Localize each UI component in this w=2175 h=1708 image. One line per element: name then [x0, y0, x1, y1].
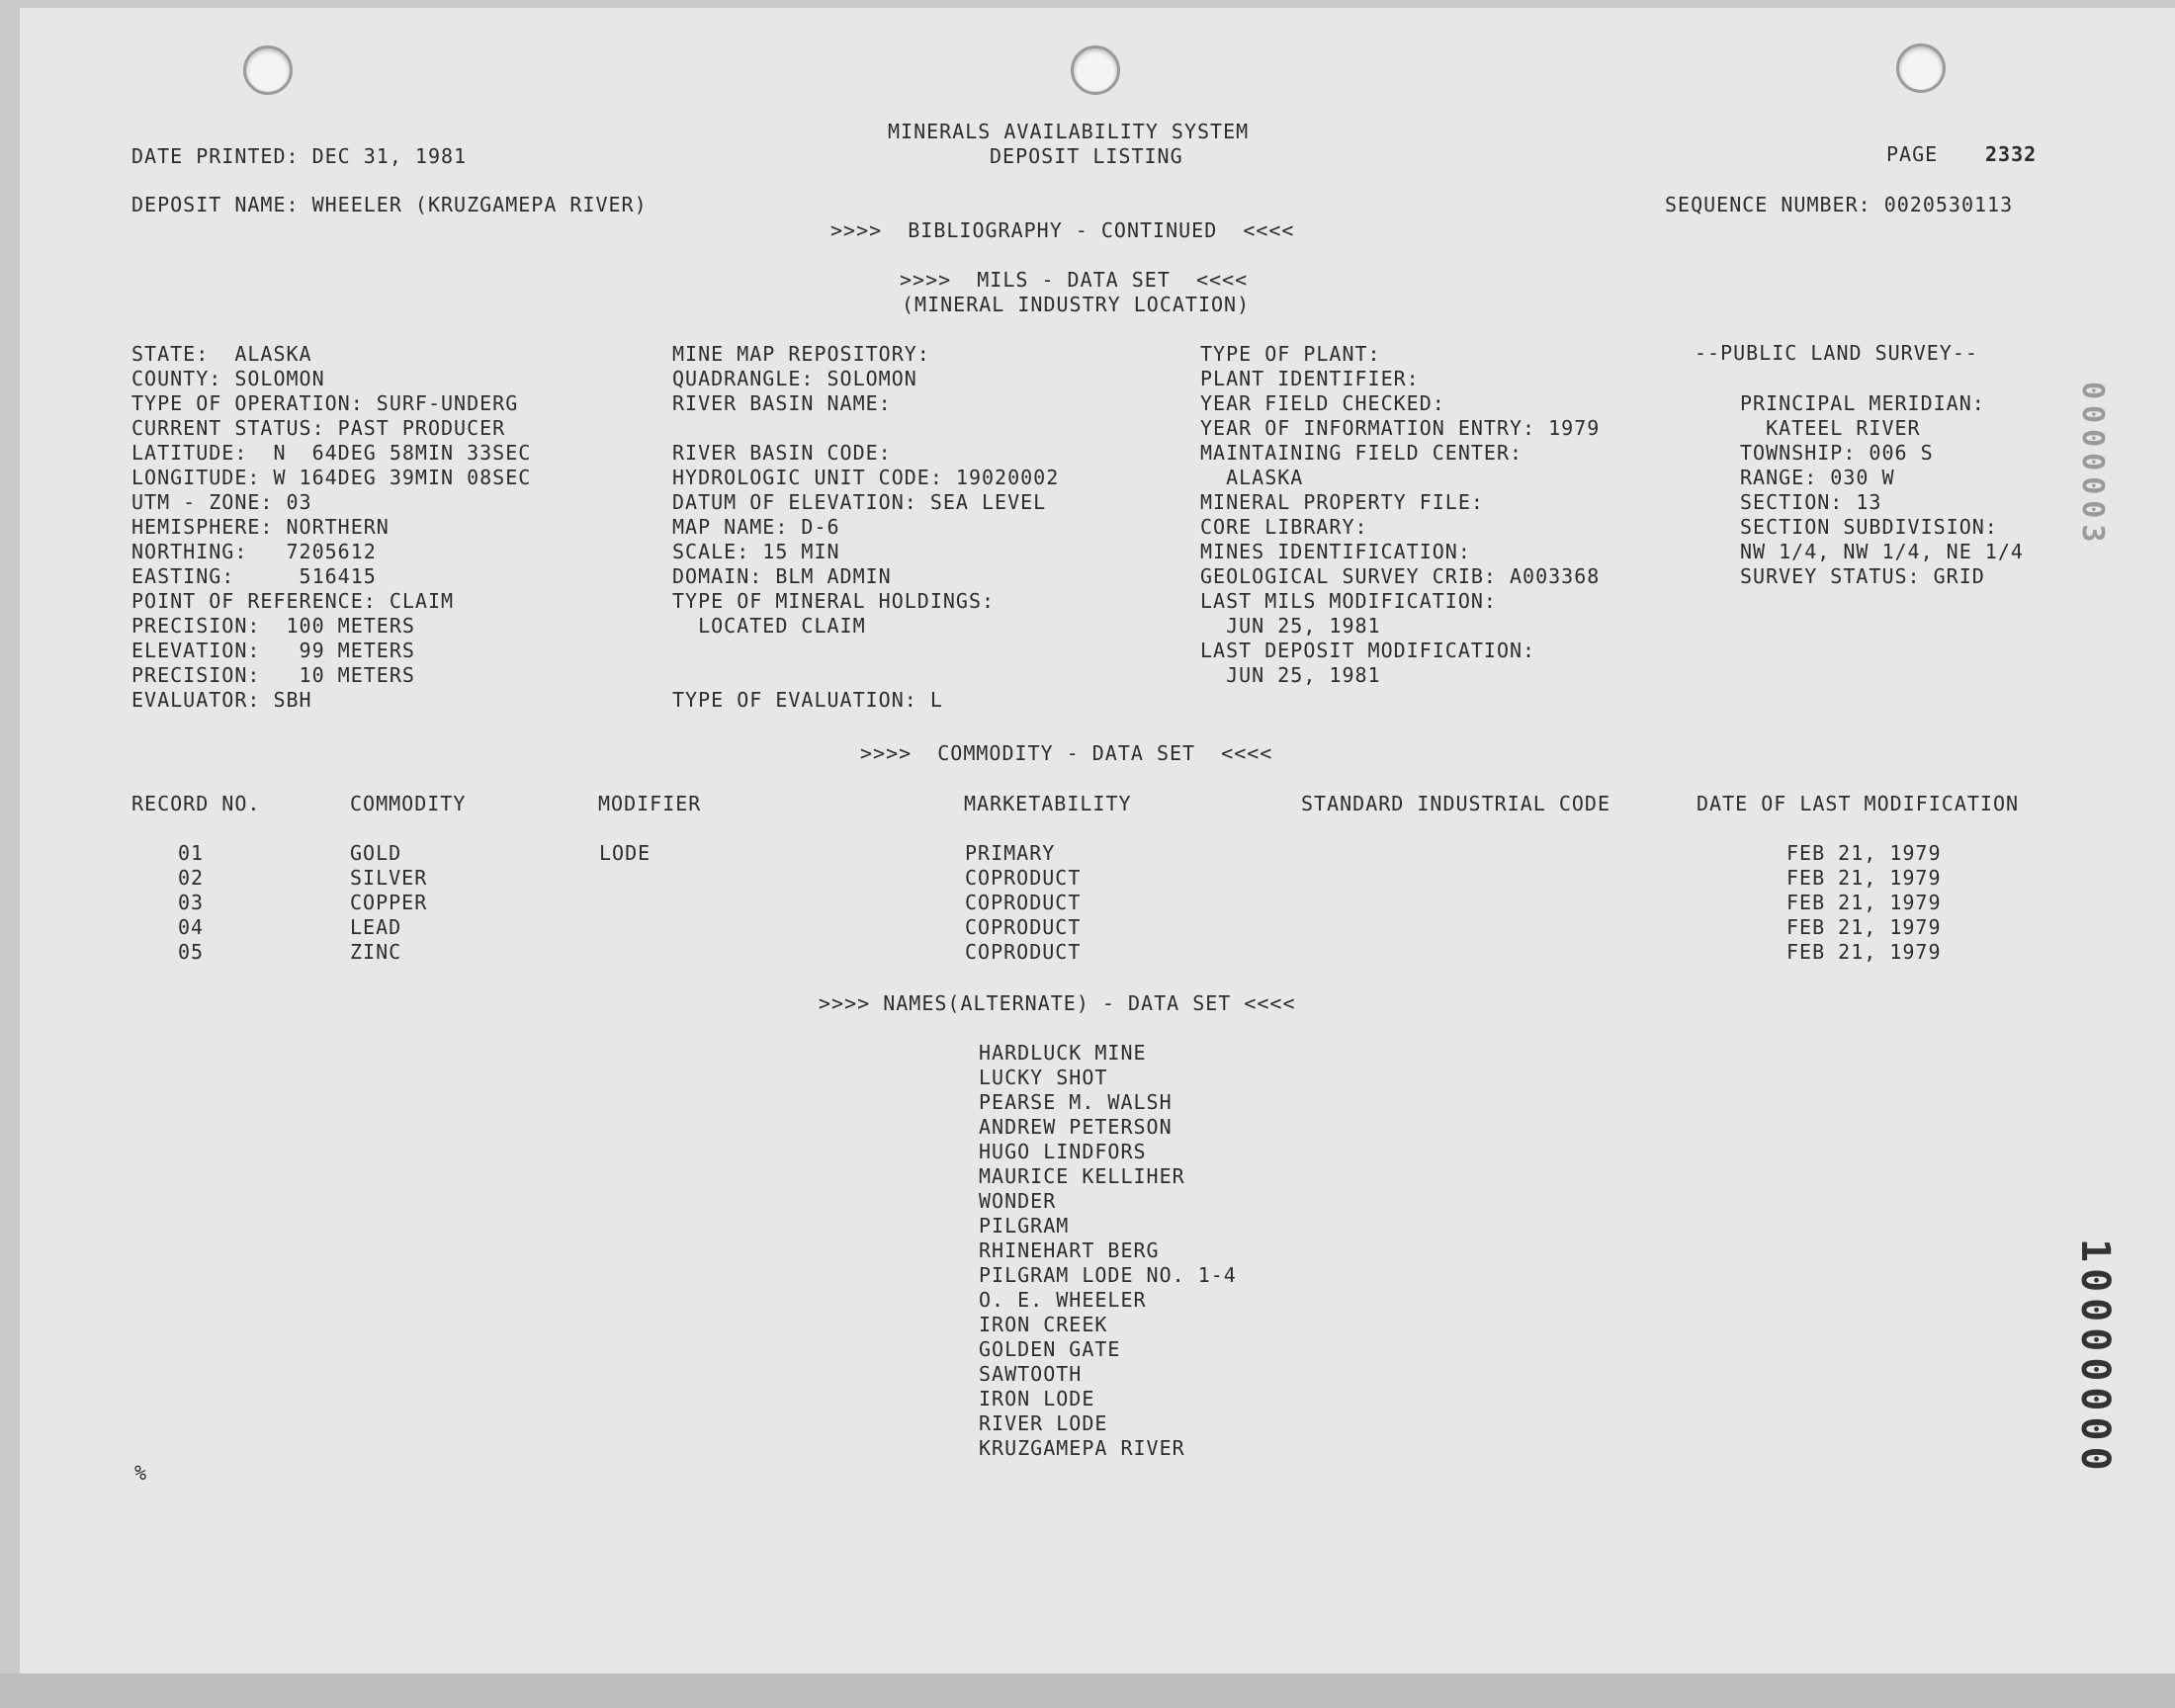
mils-column-maps [672, 342, 1059, 713]
list-item: WONDER [979, 1189, 1057, 1213]
field-line: COUNTY: SOLOMON [131, 367, 325, 390]
page-number: 2332 [1985, 142, 2038, 166]
field-line: LAST DEPOSIT MODIFICATION: [1200, 639, 1536, 662]
list-item: LUCKY SHOT [979, 1066, 1108, 1089]
field-line: STATE: ALASKA [131, 342, 312, 366]
field-line: MAP NAME: D-6 [672, 515, 840, 539]
frame-code-bottom: 10000000 [2072, 1238, 2118, 1477]
list-item: RIVER LODE [979, 1411, 1108, 1435]
field-line: LONGITUDE: W 164DEG 39MIN 08SEC [131, 466, 532, 489]
listing-title: DEPOSIT LISTING [990, 144, 1183, 168]
field-line: TYPE OF MINERAL HOLDINGS: [672, 589, 996, 613]
table-cell: COPRODUCT [965, 866, 1082, 890]
table-cell: LODE [599, 841, 652, 865]
table-cell: COPRODUCT [965, 891, 1082, 914]
field-line: LAST MILS MODIFICATION: [1200, 589, 1497, 613]
field-line: UTM - ZONE: 03 [131, 490, 312, 514]
table-cell: FEB 21, 1979 [1786, 866, 1942, 890]
list-item: HUGO LINDFORS [979, 1140, 1147, 1163]
field-line: MINERAL PROPERTY FILE: [1200, 490, 1484, 514]
mils-column-location [131, 342, 531, 713]
field-line: RIVER BASIN NAME: [672, 391, 892, 415]
list-item: IRON CREEK [979, 1313, 1108, 1336]
table-cell: 02 [178, 866, 205, 890]
header-date-last-modification: DATE OF LAST MODIFICATION [1696, 792, 2020, 815]
field-line: TYPE OF PLANT: [1200, 342, 1381, 366]
sequence-number: SEQUENCE NUMBER: 0020530113 [1665, 193, 2014, 216]
header-modifier: MODIFIER [598, 792, 702, 815]
names-title: >>>> NAMES(ALTERNATE) - DATA SET <<<< [819, 991, 1296, 1015]
table-cell: 04 [178, 915, 205, 939]
list-item: SAWTOOTH [979, 1362, 1083, 1386]
list-item: PEARSE M. WALSH [979, 1090, 1173, 1114]
field-line: YEAR OF INFORMATION ENTRY: 1979 [1200, 416, 1601, 440]
system-title: MINERALS AVAILABILITY SYSTEM [888, 120, 1250, 143]
table-cell: 05 [178, 940, 205, 964]
list-item: GOLDEN GATE [979, 1337, 1121, 1361]
table-cell: FEB 21, 1979 [1786, 940, 1942, 964]
table-cell [599, 891, 651, 915]
table-cell: FEB 21, 1979 [1786, 915, 1942, 939]
field-line: HYDROLOGIC UNIT CODE: 19020002 [672, 466, 1060, 489]
commodity-marketability-column [965, 841, 1081, 965]
header-record-no: RECORD NO. [131, 792, 261, 815]
field-line: JUN 25, 1981 [1200, 614, 1381, 638]
list-item: PILGRAM LODE NO. 1-4 [979, 1263, 1237, 1287]
deposit-name: DEPOSIT NAME: WHEELER (KRUZGAMEPA RIVER) [131, 193, 648, 216]
table-cell: COPRODUCT [965, 915, 1082, 939]
field-line: DATUM OF ELEVATION: SEA LEVEL [672, 490, 1047, 514]
table-cell [599, 866, 651, 891]
field-line: SECTION SUBDIVISION: [1740, 515, 1998, 539]
field-line: NW 1/4, NW 1/4, NE 1/4 [1740, 540, 2024, 563]
field-line: LATITUDE: N 64DEG 58MIN 33SEC [131, 441, 532, 465]
field-line [672, 639, 1059, 663]
field-line: HEMISPHERE: NORTHERN [131, 515, 390, 539]
header-commodity: COMMODITY [350, 792, 467, 815]
mils-title: >>>> MILS - DATA SET <<<< [900, 268, 1249, 292]
alternate-names-list [979, 1041, 1237, 1461]
field-line: MINES IDENTIFICATION: [1200, 540, 1471, 563]
footer-mark: % [134, 1461, 148, 1485]
field-line: JUN 25, 1981 [1200, 663, 1381, 687]
field-line: PRINCIPAL MERIDIAN: [1740, 391, 1985, 415]
list-item: IRON LODE [979, 1387, 1095, 1410]
table-cell: GOLD [350, 841, 402, 865]
scan-background [0, 1673, 2175, 1708]
table-cell [599, 940, 651, 965]
commodity-modifier-column [599, 841, 651, 965]
list-item: HARDLUCK MINE [979, 1041, 1147, 1065]
field-line: SECTION: 13 [1740, 490, 1882, 514]
field-line: DOMAIN: BLM ADMIN [672, 564, 892, 588]
field-line [672, 416, 1059, 441]
table-cell: COPPER [350, 891, 428, 914]
field-line: GEOLOGICAL SURVEY CRIB: A003368 [1200, 564, 1601, 588]
punch-hole-left [243, 45, 293, 95]
field-line: TYPE OF EVALUATION: L [672, 688, 943, 712]
table-cell: FEB 21, 1979 [1786, 891, 1942, 914]
commodity-title: >>>> COMMODITY - DATA SET <<<< [860, 741, 1273, 765]
table-cell: COPRODUCT [965, 940, 1082, 964]
header-standard-industrial-code: STANDARD INDUSTRIAL CODE [1301, 792, 1610, 815]
table-cell: SILVER [350, 866, 428, 890]
field-line [672, 663, 1059, 688]
commodity-name-column [350, 841, 427, 965]
field-line: POINT OF REFERENCE: CLAIM [131, 589, 455, 613]
bibliography-heading: >>>> BIBLIOGRAPHY - CONTINUED <<<< [830, 218, 1295, 242]
commodity-record-column [178, 841, 204, 965]
field-line: QUADRANGLE: SOLOMON [672, 367, 917, 390]
date-printed: DATE PRINTED: DEC 31, 1981 [131, 144, 468, 168]
list-item: PILGRAM [979, 1214, 1070, 1238]
table-cell: ZINC [350, 940, 402, 964]
field-line: PRECISION: 10 METERS [131, 663, 415, 687]
punch-hole-right [1896, 43, 1946, 93]
field-line: LOCATED CLAIM [672, 614, 866, 638]
list-item: ANDREW PETERSON [979, 1115, 1173, 1139]
table-cell: LEAD [350, 915, 402, 939]
field-line: TOWNSHIP: 006 S [1740, 441, 1934, 465]
field-line: EVALUATOR: SBH [131, 688, 312, 712]
page-label: PAGE [1886, 142, 1939, 166]
mils-column-plant [1200, 342, 1600, 688]
document-page [20, 8, 2175, 1673]
field-line: KATEEL RIVER [1740, 416, 1921, 440]
list-item: MAURICE KELLIHER [979, 1164, 1185, 1188]
table-cell: FEB 21, 1979 [1786, 841, 1942, 865]
field-line: YEAR FIELD CHECKED: [1200, 391, 1445, 415]
field-line: SURVEY STATUS: GRID [1740, 564, 1985, 588]
field-line: TYPE OF OPERATION: SURF-UNDERG [131, 391, 519, 415]
field-line: PLANT IDENTIFIER: [1200, 367, 1420, 390]
table-cell: 03 [178, 891, 205, 914]
public-land-survey-heading: --PUBLIC LAND SURVEY-- [1695, 341, 1978, 365]
mils-column-land-survey [1740, 391, 2024, 589]
field-line: RIVER BASIN CODE: [672, 441, 892, 465]
field-line: CURRENT STATUS: PAST PRODUCER [131, 416, 506, 440]
frame-code-top: 0000003 [2075, 382, 2110, 549]
commodity-date-column [1786, 841, 1942, 965]
list-item: KRUZGAMEPA RIVER [979, 1436, 1185, 1460]
field-line: SCALE: 15 MIN [672, 540, 840, 563]
table-cell: 01 [178, 841, 205, 865]
field-line: NORTHING: 7205612 [131, 540, 377, 563]
field-line: MINE MAP REPOSITORY: [672, 342, 930, 366]
punch-hole-center [1071, 45, 1120, 95]
mils-subtitle: (MINERAL INDUSTRY LOCATION) [902, 293, 1251, 316]
list-item: O. E. WHEELER [979, 1288, 1147, 1312]
table-cell: PRIMARY [965, 841, 1056, 865]
field-line: ELEVATION: 99 METERS [131, 639, 415, 662]
list-item: RHINEHART BERG [979, 1238, 1160, 1262]
field-line: MAINTAINING FIELD CENTER: [1200, 441, 1523, 465]
field-line: EASTING: 516415 [131, 564, 377, 588]
field-line: RANGE: 030 W [1740, 466, 1895, 489]
header-marketability: MARKETABILITY [964, 792, 1132, 815]
field-line: CORE LIBRARY: [1200, 515, 1368, 539]
field-line: PRECISION: 100 METERS [131, 614, 415, 638]
table-cell [599, 915, 651, 940]
field-line: ALASKA [1200, 466, 1304, 489]
